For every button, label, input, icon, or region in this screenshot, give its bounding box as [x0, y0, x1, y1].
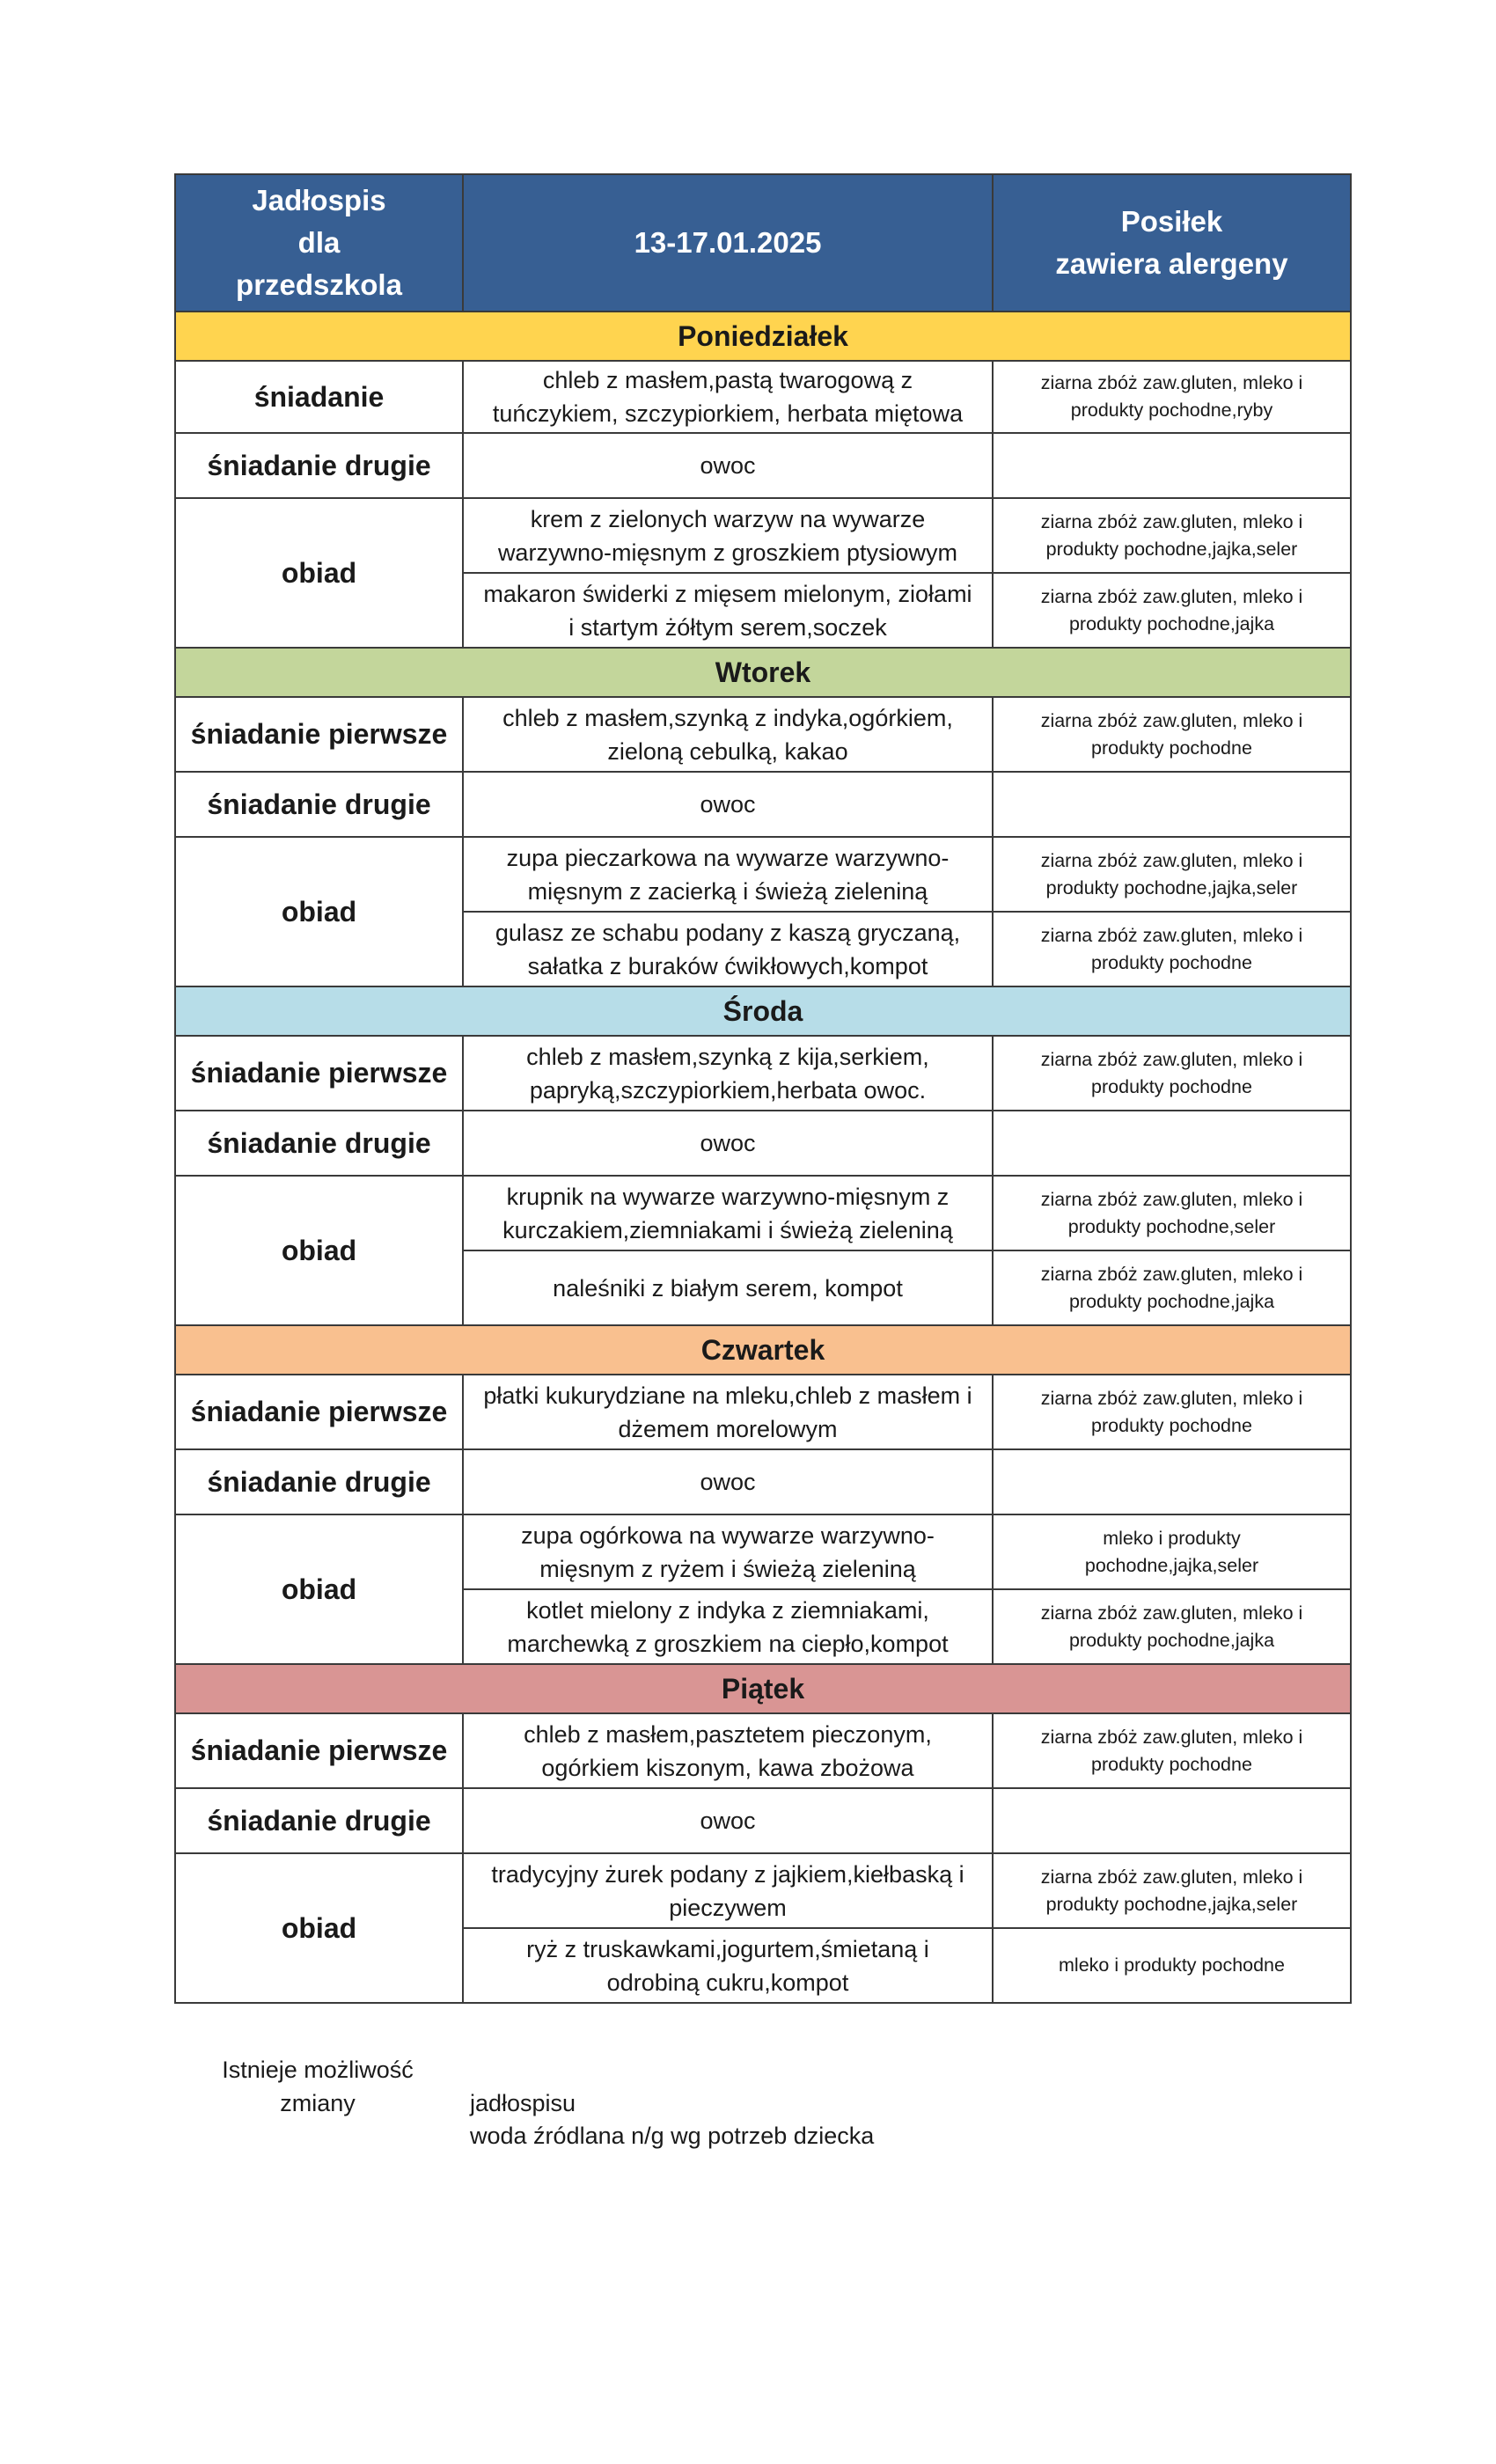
allergen-line: ziarna zbóż zaw.gluten, mleko i [1040, 849, 1303, 871]
day-name: Środa [175, 986, 1351, 1036]
dish-line: odrobiną cukru,kompot [606, 1969, 849, 1996]
day-name: Poniedziałek [175, 312, 1351, 361]
meal-row [175, 1514, 1351, 1589]
allergens-header-line: Posiłek [1120, 205, 1223, 238]
meal-row [175, 1713, 1351, 1788]
dish-line: ogórkiem kiszonym, kawa zbożowa [541, 1754, 914, 1781]
dish-cell [463, 1176, 993, 1250]
dish-line: owoc [700, 1130, 756, 1156]
allergen-line: produkty pochodne,jajka [1068, 1290, 1275, 1312]
dish-line: owoc [700, 452, 756, 479]
allergen-line: ziarna zbóż zaw.gluten, mleko i [1040, 510, 1303, 532]
dish-cell [463, 1375, 993, 1449]
meal-row [175, 1176, 1351, 1250]
dish-line: tuńczykiem, szczypiorkiem, herbata miętowa [492, 400, 964, 427]
allergen-line: ziarna zbóż zaw.gluten, mleko i [1040, 1188, 1303, 1210]
dish-line: mięsnym z ryżem i świeżą zieleniną [539, 1555, 916, 1582]
dish-line: i startym żółtym serem,soczek [568, 613, 887, 641]
meal-row [175, 498, 1351, 573]
change-note-line: zmiany [280, 2090, 356, 2116]
dish-cell [463, 772, 993, 837]
meal-row [175, 1111, 1351, 1176]
meal-label: obiad [175, 837, 463, 986]
dish-line: owoc [700, 791, 756, 818]
meal-label: śniadanie pierwsze [175, 1036, 463, 1111]
allergen-cell [993, 1036, 1351, 1111]
allergen-line: produkty pochodne,jajka,seler [1045, 876, 1298, 898]
dish-cell [463, 1589, 993, 1664]
dish-line: gulasz ze schabu podany z kaszą gryczaną, [495, 919, 961, 946]
allergen-line: produkty pochodne,ryby [1070, 400, 1273, 421]
meal-label: śniadanie drugie [175, 772, 463, 837]
allergen-cell [993, 1853, 1351, 1928]
dish-line: zupa pieczarkowa na wywarze warzywno- [506, 844, 950, 871]
meal-label: śniadanie [175, 361, 463, 433]
dish-line: krem z zielonych warzyw na wywarze [530, 505, 926, 532]
meal-label: śniadanie drugie [175, 1449, 463, 1514]
dish-line: płatki kukurydziane na mleku,chleb z masłem i [483, 1382, 972, 1409]
allergen-line: ziarna zbóż zaw.gluten, mleko i [1040, 372, 1303, 393]
allergen-cell [993, 1375, 1351, 1449]
allergen-cell [993, 433, 1351, 498]
day-header-row [175, 1664, 1351, 1713]
allergen-line: produkty pochodne,seler [1067, 1215, 1276, 1237]
dish-cell [463, 1788, 993, 1853]
allergen-line: produkty pochodne [1091, 1075, 1252, 1097]
dish-cell [463, 361, 993, 433]
dish-line: mięsnym z zacierką i świeżą zieleniną [527, 877, 928, 905]
dish-cell [463, 1713, 993, 1788]
allergen-cell [993, 1514, 1351, 1589]
allergen-cell [993, 573, 1351, 648]
allergen-line: ziarna zbóż zaw.gluten, mleko i [1040, 709, 1303, 731]
allergen-cell [993, 837, 1351, 912]
dish-cell [463, 433, 993, 498]
dish-line: naleśniki z białym serem, kompot [553, 1274, 903, 1302]
allergen-cell [993, 1589, 1351, 1664]
dish-line: warzywno-mięsnym z groszkiem ptysiowym [497, 539, 958, 566]
allergen-line: ziarna zbóż zaw.gluten, mleko i [1040, 924, 1303, 946]
meal-label: obiad [175, 498, 463, 648]
dish-cell [463, 837, 993, 912]
meal-label: śniadanie pierwsze [175, 1375, 463, 1449]
day-header-row [175, 312, 1351, 361]
allergen-line: ziarna zbóż zaw.gluten, mleko i [1040, 1866, 1303, 1888]
allergen-line: produkty pochodne,jajka [1068, 612, 1275, 634]
water-note: woda źródlana n/g wg potrzeb dziecka [470, 2123, 875, 2149]
dish-line: sałatka z buraków ćwikłowych,kompot [527, 952, 928, 979]
dish-cell [463, 1111, 993, 1176]
meal-row [175, 361, 1351, 433]
meal-row [175, 1853, 1351, 1928]
day-name: Czwartek [175, 1325, 1351, 1375]
dish-line: zupa ogórkowa na wywarze warzywno- [521, 1522, 935, 1549]
day-header-row [175, 986, 1351, 1036]
allergen-line: ziarna zbóż zaw.gluten, mleko i [1040, 1387, 1303, 1409]
day-header-row [175, 1325, 1351, 1375]
dish-cell [463, 697, 993, 772]
meal-row [175, 1036, 1351, 1111]
menu-title-line: przedszkola [236, 268, 402, 301]
meal-label: obiad [175, 1853, 463, 2003]
allergen-cell [993, 772, 1351, 837]
dish-line: zieloną cebulką, kakao [607, 737, 848, 765]
allergen-cell [993, 912, 1351, 986]
allergen-line: pochodne,jajka,seler [1084, 1554, 1259, 1576]
allergen-line: produkty pochodne [1091, 737, 1252, 759]
allergen-cell [993, 1449, 1351, 1514]
dish-line: chleb z masłem,szynką z indyka,ogórkiem, [502, 704, 953, 731]
day-name: Piątek [175, 1664, 1351, 1713]
dish-line: marchewką z groszkiem na ciepło,kompot [507, 1630, 949, 1657]
meal-label: śniadanie drugie [175, 1111, 463, 1176]
allergen-line: produkty pochodne [1091, 1414, 1252, 1436]
meal-label: śniadanie drugie [175, 433, 463, 498]
meal-row [175, 1788, 1351, 1853]
dish-cell [463, 573, 993, 648]
menu-table [174, 173, 1352, 2004]
allergen-line: mleko i produkty [1103, 1527, 1241, 1549]
dish-line: ryż z truskawkami,jogurtem,śmietaną i [526, 1935, 929, 1962]
dish-line: pieczywem [669, 1894, 787, 1921]
allergen-cell [993, 1928, 1351, 2003]
allergen-cell [993, 1176, 1351, 1250]
meal-row [175, 433, 1351, 498]
dish-line: chleb z masłem,pasztetem pieczonym, [524, 1720, 932, 1748]
allergen-cell [993, 1713, 1351, 1788]
meal-row [175, 772, 1351, 837]
allergen-line: mleko i produkty pochodne [1059, 1954, 1285, 1976]
dish-line: makaron świderki z mięsem mielonym, ziołami [483, 580, 972, 607]
date-range: 13-17.01.2025 [463, 174, 993, 312]
dish-cell [463, 912, 993, 986]
allergen-line: ziarna zbóż zaw.gluten, mleko i [1040, 1726, 1303, 1748]
dish-line: papryką,szczypiorkiem,herbata owoc. [529, 1076, 927, 1104]
dish-cell [463, 1928, 993, 2003]
menu-title-line: dla [297, 226, 341, 259]
dish-cell [463, 498, 993, 573]
allergen-cell [993, 361, 1351, 433]
allergen-line: produkty pochodne [1091, 951, 1252, 973]
dish-line: tradycyjny żurek podany z jajkiem,kiełbaską i [491, 1860, 964, 1888]
allergen-line: produkty pochodne,jajka,seler [1045, 1893, 1298, 1915]
meal-label: śniadanie drugie [175, 1788, 463, 1853]
meal-label: obiad [175, 1176, 463, 1325]
allergen-line: ziarna zbóż zaw.gluten, mleko i [1040, 1048, 1303, 1070]
dish-line: chleb z masłem,pastą twarogową z [542, 367, 913, 393]
header-row [175, 174, 1351, 312]
dish-line: kurczakiem,ziemniakami i świeżą zieleniną [502, 1216, 953, 1243]
dish-cell [463, 1514, 993, 1589]
dish-cell [463, 1449, 993, 1514]
allergens-header [993, 174, 1351, 312]
dish-line: owoc [700, 1469, 756, 1495]
allergen-line: ziarna zbóż zaw.gluten, mleko i [1040, 1263, 1303, 1285]
dish-line: owoc [700, 1808, 756, 1834]
meal-row [175, 1449, 1351, 1514]
allergen-line: produkty pochodne,jajka [1068, 1629, 1275, 1651]
dish-line: krupnik na wywarze warzywno-mięsnym z [506, 1183, 950, 1210]
meal-row [175, 837, 1351, 912]
allergen-cell [993, 1788, 1351, 1853]
dish-cell [463, 1036, 993, 1111]
change-note [216, 2053, 419, 2120]
allergen-cell [993, 498, 1351, 573]
allergen-cell [993, 697, 1351, 772]
allergen-line: produkty pochodne [1091, 1753, 1252, 1775]
change-note-continuation: jadłospisu [470, 2090, 576, 2116]
day-name: Wtorek [175, 648, 1351, 697]
dish-cell [463, 1250, 993, 1325]
change-note-line: Istnieje możliwość [222, 2057, 414, 2083]
dish-cell [463, 1853, 993, 1928]
day-header-row [175, 648, 1351, 697]
dish-line: kotlet mielony z indyka z ziemniakami, [526, 1596, 929, 1624]
allergen-cell [993, 1250, 1351, 1325]
allergens-header-line: zawiera alergeny [1055, 247, 1288, 280]
allergen-line: ziarna zbóż zaw.gluten, mleko i [1040, 1602, 1303, 1624]
menu-title [175, 174, 463, 312]
allergen-cell [993, 1111, 1351, 1176]
dish-line: chleb z masłem,szynką z kija,serkiem, [526, 1043, 929, 1070]
meal-label: śniadanie pierwsze [175, 697, 463, 772]
allergen-line: ziarna zbóż zaw.gluten, mleko i [1040, 585, 1303, 607]
menu-title-line: Jadłospis [252, 184, 386, 216]
meal-row [175, 697, 1351, 772]
meal-label: obiad [175, 1514, 463, 1664]
dish-line: dżemem morelowym [618, 1415, 838, 1442]
meal-row [175, 1375, 1351, 1449]
meal-label: śniadanie pierwsze [175, 1713, 463, 1788]
allergen-line: produkty pochodne,jajka,seler [1045, 538, 1298, 560]
